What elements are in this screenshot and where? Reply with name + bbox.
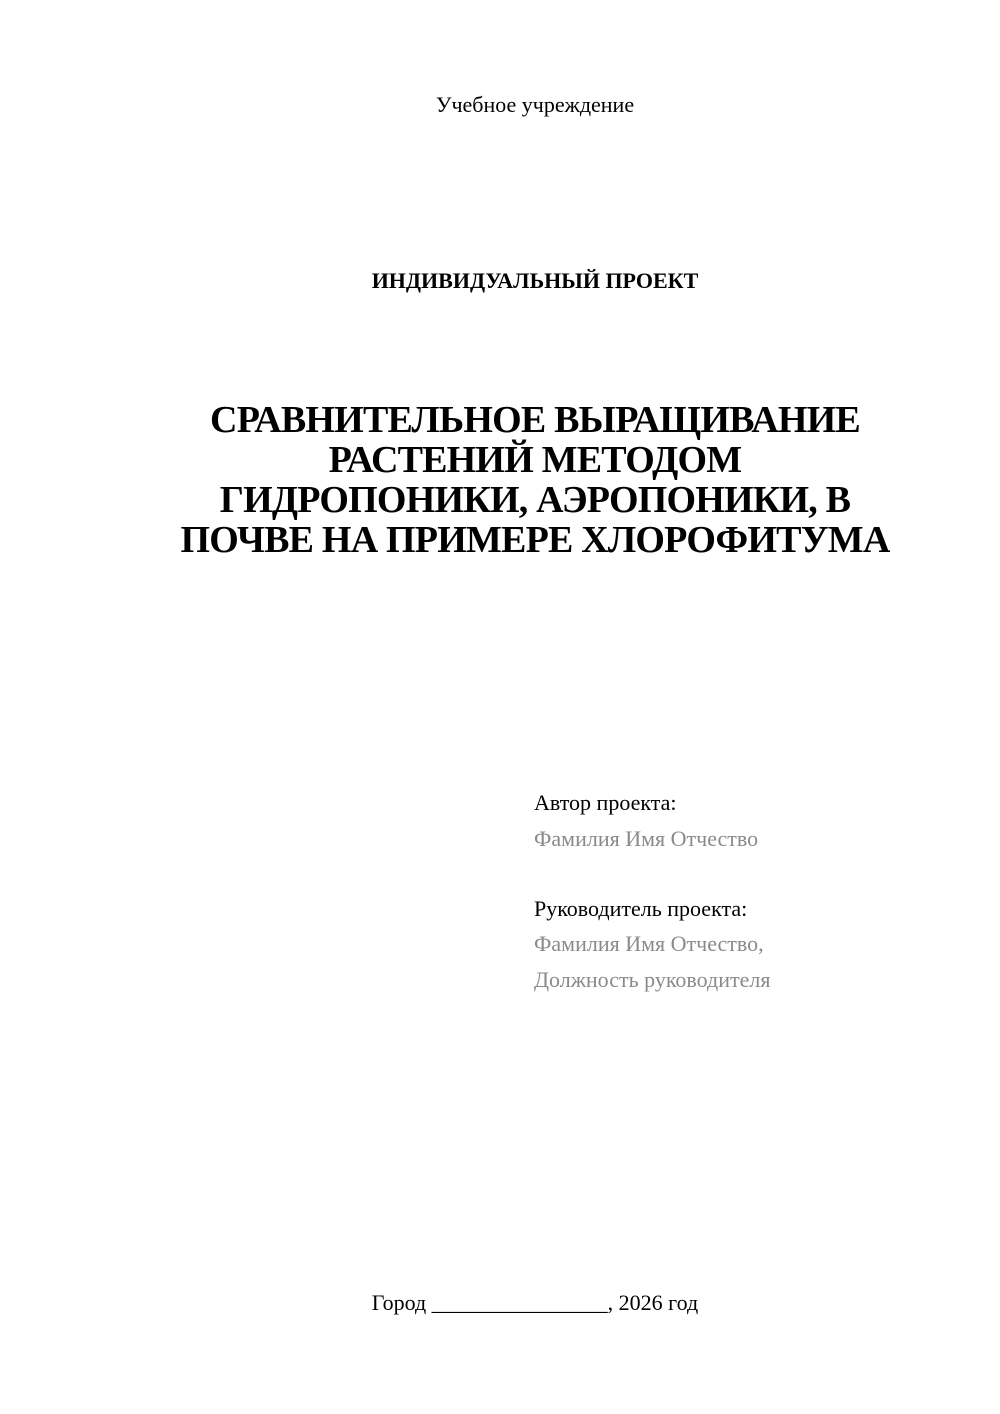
title-line: ПОЧВЕ НА ПРИМЕРЕ ХЛОРОФИТУМА xyxy=(180,519,890,561)
title-line: РАСТЕНИЙ МЕТОДОМ xyxy=(328,439,742,481)
title-line: ГИДРОПОНИКИ, АЭРОПОНИКИ, В xyxy=(219,479,851,521)
city-year: Город ________________, 2026 год xyxy=(371,1290,699,1315)
institution: Учебное учреждение xyxy=(435,92,635,117)
project-title xyxy=(70,400,1000,560)
author-label: Автор проекта: xyxy=(534,790,677,815)
author-name: Фамилия Имя Отчество xyxy=(534,826,759,851)
supervisor-position: Должность руководителя xyxy=(534,967,771,992)
project-type: ИНДИВИДУАЛЬНЫЙ ПРОЕКТ xyxy=(371,268,699,293)
supervisor-label: Руководитель проекта: xyxy=(534,896,748,921)
title-line: СРАВНИТЕЛЬНОЕ ВЫРАЩИВАНИЕ xyxy=(210,399,860,441)
supervisor-name: Фамилия Имя Отчество, xyxy=(534,931,764,956)
